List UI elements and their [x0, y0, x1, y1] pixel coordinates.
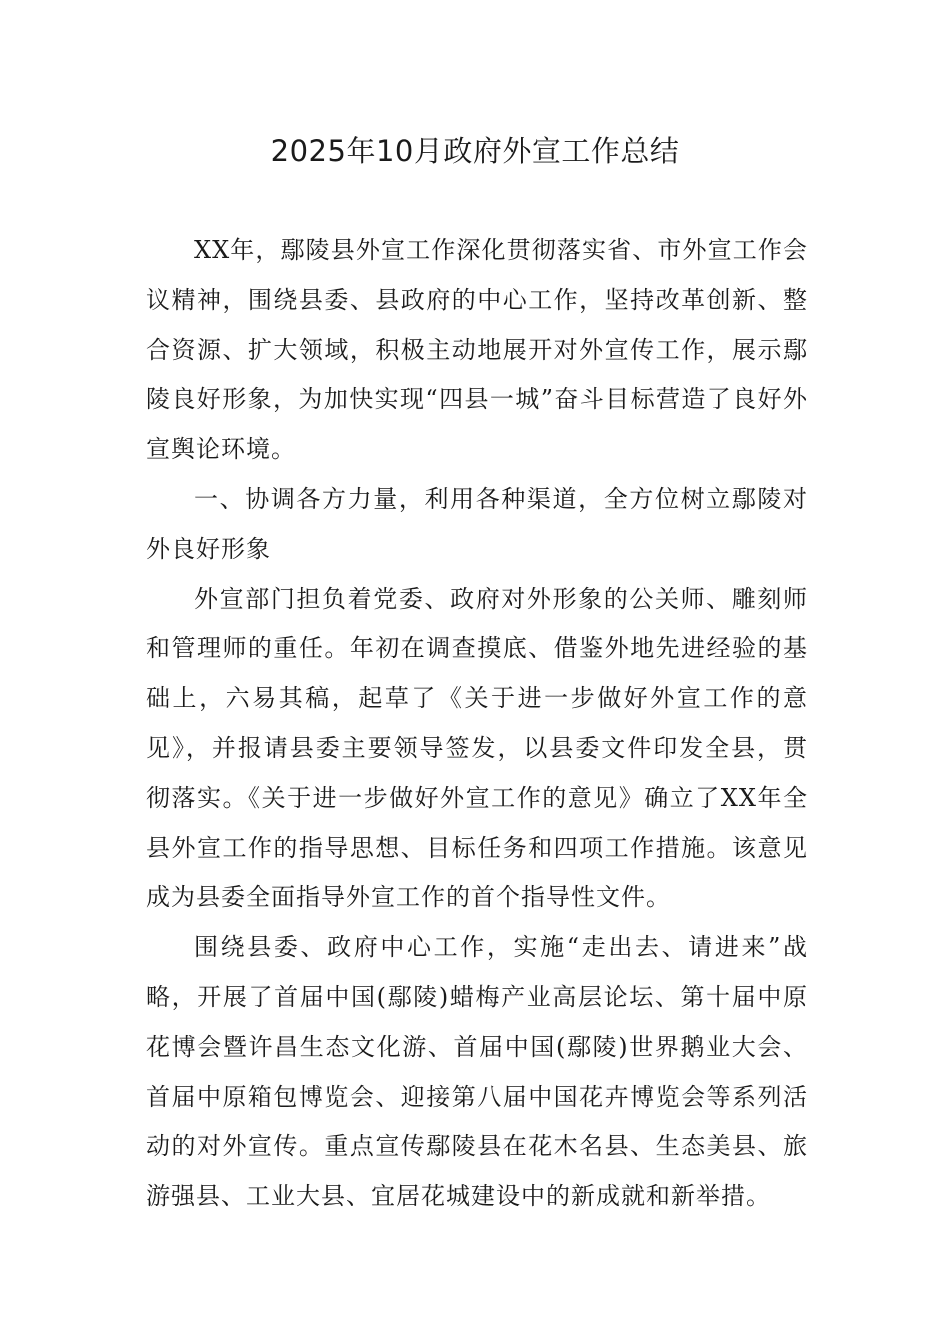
- paragraph-events: 围绕县委、政府中心工作，实施“走出去、请进来”战略，开展了首届中国(鄢陵)蜡梅产业高层论坛、第十届中原花博会暨许昌生态文化游、首届中国(鄢陵)世界鹅业大会、首届中原箱包博览会、迎接第八届中国花卉博览会等系列活动的对外宣传。重点宣传鄢陵县在花木名县、生态美县、旅游强县、工业大县、宜居花城建设中的新成就和新举措。: [146, 933, 808, 1211]
- paragraph-intro: XX年，鄢陵县外宣工作深化贯彻落实省、市外宣工作会议精神，围绕县委、县政府的中心工作，坚持改革创新、整合资源、扩大领域，积极主动地展开对外宣传工作，展示鄢陵良好形象，为加快实现“四县一城”奋斗目标营造了良好外宣舆论环境。: [146, 236, 808, 464]
- section-heading-1: 一、协调各方力量，利用各种渠道，全方位树立鄢陵对外良好形象: [146, 484, 808, 563]
- paragraph-opinion-document: 外宣部门担负着党委、政府对外形象的公关师、雕刻师和管理师的重任。年初在调查摸底、借鉴外地先进经验的基础上，六易其稿，起草了《关于进一步做好外宣工作的意见》，并报请县委主要领导签发，以县委文件印发全县，贯彻落实。《关于进一步做好外宣工作的意见》确立了XX年全县外宣工作的指导思想、目标任务和四项工作措施。该意见成为县委全面指导外宣工作的首个指导性文件。: [146, 584, 808, 912]
- document-title: 2025年10月政府外宣工作总结: [270, 134, 680, 168]
- document-body: [146, 226, 808, 1222]
